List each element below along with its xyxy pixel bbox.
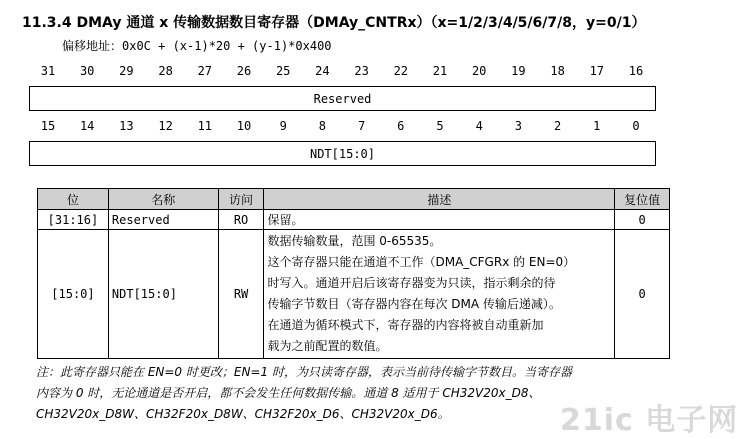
desc-line: 载为之前配置的数值。 (267, 339, 388, 353)
bit-number: 11 (197, 119, 213, 133)
bit-number: 10 (236, 119, 252, 133)
watermark-logo: 21ic 电子网 (560, 403, 738, 438)
bit-number: 29 (119, 64, 134, 78)
bit-number: 14 (79, 119, 95, 133)
low-field-label: NDT[15:0] (309, 146, 376, 161)
bit-number: 30 (79, 64, 95, 78)
bit-number: 28 (158, 64, 173, 78)
bit-number: 5 (436, 119, 444, 133)
bit-number: 7 (357, 119, 366, 133)
desc-line: 在通道为循环模式下，寄存器的内容将被自动重新加 (267, 318, 544, 332)
table-header-row (38, 189, 670, 210)
row-reset: 0 (615, 230, 670, 359)
note-line: 注：此寄存器只能在 EN=0 时更改；EN=1 时，为只读寄存器，表示当前待传输字节数目。当寄存器 (36, 365, 572, 379)
bit-number: 21 (432, 64, 448, 78)
bit-number: 27 (197, 64, 213, 78)
bit-number: 18 (550, 64, 565, 78)
header-bit: 位 (38, 189, 109, 210)
desc-line: 传输字节数目（寄存器内容在每次 DMA 传输后递减）。 (267, 297, 561, 311)
register-description-table (37, 188, 670, 359)
high-field-box (29, 86, 656, 111)
row-description (264, 230, 615, 359)
row-bits: [31:16] (38, 210, 109, 230)
bit-number: 13 (119, 119, 134, 133)
bit-number: 26 (236, 64, 252, 78)
bit-number: 22 (393, 64, 409, 78)
row-name: Reserved (108, 210, 218, 230)
bit-number: 8 (318, 119, 326, 133)
bit-number: 6 (397, 119, 405, 133)
desc-line: 这个寄存器只能在通道不工作（DMA_CFGRx 的 EN=0） (267, 255, 576, 269)
row-description: 保留。 (264, 210, 615, 230)
desc-line: 数据传输数量，范围 0-65535。 (267, 234, 442, 248)
header-name: 名称 (108, 189, 218, 210)
bit-number: 31 (40, 64, 56, 78)
row-bits: [15:0] (38, 230, 109, 359)
bit-number: 20 (471, 64, 487, 78)
header-description: 描述 (264, 189, 615, 210)
note-line: CH32V20x_D8W、CH32F20x_D8W、CH32F20x_D6、CH32V20x_D6。 (36, 407, 450, 421)
bit-number: 1 (593, 119, 601, 133)
row-name: NDT[15:0] (108, 230, 218, 359)
bit-number: 3 (514, 119, 522, 133)
bit-number: 0 (632, 119, 640, 133)
bit-number: 9 (279, 119, 287, 133)
desc-line: 时写入。通道开启后该寄存器变为只读，指示剩余的待 (267, 276, 556, 290)
table-row (38, 230, 670, 359)
bit-number: 17 (589, 64, 605, 78)
bit-number: 12 (158, 119, 173, 133)
offset-address: 偏移地址：0x0C + (x-1)*20 + (y-1)*0x400 (62, 39, 332, 53)
bit-number: 4 (475, 119, 483, 133)
row-reset: 0 (615, 210, 670, 230)
bit-number: 16 (628, 64, 644, 78)
low-field-box (29, 141, 656, 166)
header-access: 访问 (218, 189, 264, 210)
bit-number: 24 (315, 64, 330, 78)
high-field-label: Reserved (313, 91, 372, 106)
bit-number: 23 (354, 64, 369, 78)
row-access: RO (218, 210, 264, 230)
note-line: 内容为 0 时，无论通道是否开启，都不会发生任何数据传输。通道 8 适用于 CH32V20x_D8、 (36, 386, 541, 400)
section-title: 11.3.4 DMAy 通道 x 传输数据数目寄存器（DMAy_CNTRx）（x=1/2/3/4/5/6/7/8，y=0/1） (22, 15, 646, 31)
bit-number: 19 (511, 64, 526, 78)
bit-number: 25 (275, 64, 291, 78)
bit-number: 2 (553, 119, 562, 133)
header-reset: 复位值 (615, 189, 670, 210)
row-access: RW (218, 230, 264, 359)
bit-number: 15 (40, 119, 56, 133)
table-row (38, 210, 670, 230)
